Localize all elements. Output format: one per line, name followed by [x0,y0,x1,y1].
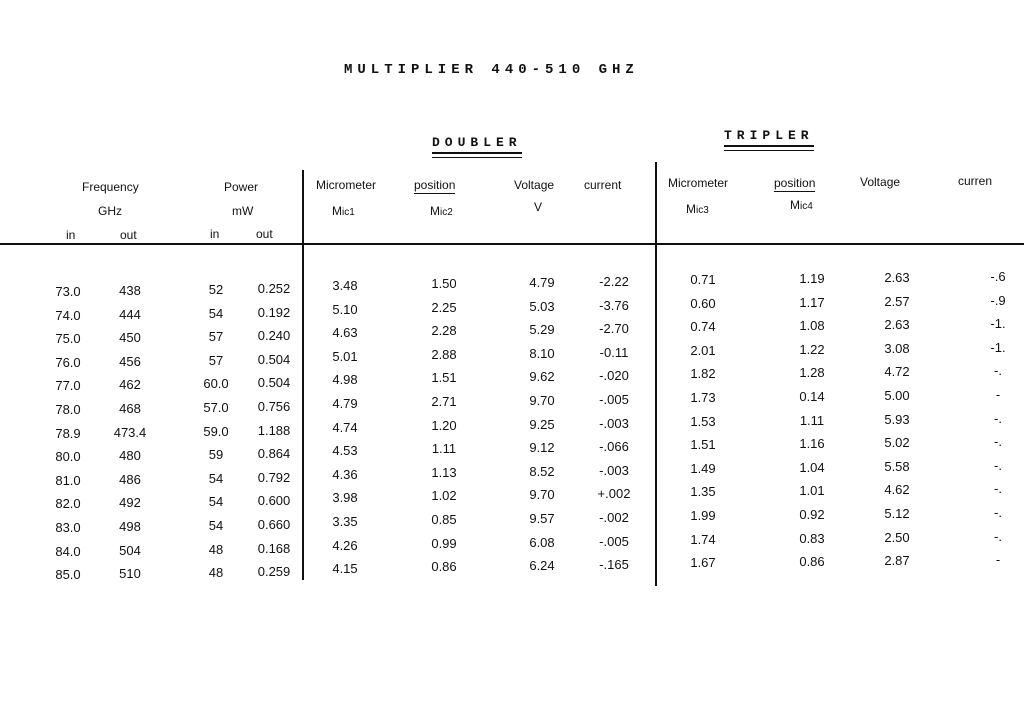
cell-tripler-current: -. [994,481,1002,497]
cell-mic2: 0.85 [431,512,457,527]
cell-mic3: 1.51 [690,437,716,453]
cell-freq-in: 74.0 [55,307,81,323]
cell-doubler-voltage: 8.52 [529,463,555,479]
cell-tripler-voltage: 5.12 [884,506,910,521]
cell-mic2: 1.50 [431,276,457,291]
cell-power-out: 0.192 [257,304,291,320]
cell-tripler-voltage: 4.62 [884,482,910,498]
cell-power-out: 0.792 [257,469,291,485]
cell-freq-in: 80.0 [55,449,81,465]
tripler-current-header: curren [958,174,993,188]
cell-freq-in: 77.0 [55,378,81,394]
cell-doubler-current: -2.70 [599,321,629,337]
cell-tripler-voltage: 2.63 [884,317,910,333]
doubler-micrometer-header: Micrometer [316,178,377,192]
cell-mic4: 1.22 [799,341,825,357]
cell-power-in: 48 [208,565,224,581]
cell-doubler-current: -3.76 [599,297,629,313]
cell-mic4: 1.08 [799,318,825,334]
cell-mic1: 4.53 [332,443,358,459]
cell-mic2: 1.02 [431,488,457,504]
cell-power-in: 59.0 [203,423,229,439]
cell-tripler-current: -. [994,434,1002,450]
cell-doubler-voltage: 9.70 [529,393,555,408]
cell-tripler-voltage: 5.02 [884,435,910,451]
doubler-heading: DOUBLER [432,135,522,154]
cell-power-out: 0.504 [257,375,291,391]
tripler-position-header: position [774,176,816,190]
cell-mic3: 0.71 [690,272,716,287]
cell-tripler-voltage: 3.08 [884,340,910,356]
cell-power-out: 0.168 [257,540,291,556]
power-out-header: out [256,227,273,241]
cell-mic4: 0.92 [799,507,825,522]
cell-mic1: 4.79 [332,396,358,411]
cell-freq-out: 510 [119,566,141,582]
cell-tripler-voltage: 2.63 [884,270,910,285]
cell-freq-out: 480 [119,448,141,464]
frequency-in-header: in [66,228,76,242]
cell-freq-in: 81.0 [55,472,81,488]
cell-tripler-voltage: 2.50 [884,529,910,545]
power-header: Power [224,180,259,194]
doubler-voltage-header: Voltage [514,178,555,192]
cell-mic3: 0.60 [690,295,716,311]
cell-power-in: 48 [208,541,224,557]
cell-mic2: 1.51 [431,370,457,386]
cell-doubler-voltage: 5.29 [529,322,555,338]
cell-doubler-current: -.002 [599,510,629,525]
cell-mic4: 1.17 [799,294,825,310]
cell-mic3: 1.82 [690,366,716,382]
cell-mic4: 1.11 [799,412,825,428]
cell-power-out: 0.252 [257,281,291,296]
cell-tripler-current: -1. [990,316,1006,332]
cell-mic3: 1.67 [690,555,716,571]
cell-doubler-voltage: 4.79 [529,275,555,290]
mic3-label: Mic3 [686,202,709,216]
cell-doubler-current: -.003 [599,462,629,478]
cell-mic2: 1.11 [431,441,457,457]
cell-freq-out: 438 [119,283,141,298]
mic1-label: Mic1 [332,204,355,218]
cell-doubler-voltage: 5.03 [529,298,555,314]
cell-doubler-current: -.003 [599,415,629,431]
cell-mic2: 2.88 [431,346,457,362]
cell-freq-out: 456 [119,353,141,369]
mic2-label: Mic2 [430,204,453,218]
power-unit: mW [232,204,254,218]
cell-mic1: 4.98 [332,372,358,388]
cell-freq-in: 75.0 [55,331,81,347]
cell-mic4: 1.28 [799,365,825,381]
cell-mic4: 1.19 [799,271,825,286]
cell-power-in: 54 [208,470,224,486]
cell-power-out: 0.504 [257,351,291,367]
cell-power-out: 0.600 [257,493,291,509]
cell-doubler-current: +.002 [597,486,631,502]
cell-tripler-current: -. [994,410,1002,426]
mic4-label: Mic4 [790,198,813,212]
cell-mic1: 4.15 [332,561,358,577]
page-title: MULTIPLIER 440-510 GHZ [344,62,639,78]
cell-doubler-voltage: 6.24 [529,558,555,574]
frequency-unit: GHz [98,204,122,218]
tripler-divider [655,162,657,586]
cell-mic3: 1.35 [690,484,716,500]
cell-mic2: 1.13 [431,464,457,480]
cell-freq-in: 83.0 [55,520,81,535]
cell-power-out: 0.259 [257,564,291,580]
cell-tripler-current: -. [994,528,1002,544]
cell-tripler-current: -. [994,363,1002,379]
cell-doubler-voltage: 9.25 [529,416,555,432]
cell-mic3: 1.53 [690,413,716,429]
cell-doubler-current: -0.11 [599,344,629,360]
cell-freq-in: 84.0 [55,543,81,559]
cell-power-in: 57 [208,352,224,368]
tripler-micrometer-header: Micrometer [668,176,729,190]
cell-doubler-voltage: 9.12 [529,440,555,456]
frequency-header: Frequency [82,180,139,194]
cell-tripler-voltage: 5.93 [884,411,910,427]
cell-freq-in: 78.9 [55,425,81,441]
cell-tripler-current: - [995,387,1001,402]
cell-doubler-current: -.005 [599,392,629,407]
cell-doubler-current: -.020 [599,368,629,384]
cell-power-in: 60.0 [203,376,229,392]
cell-mic1: 4.63 [332,325,358,341]
cell-freq-out: 450 [119,330,141,346]
cell-freq-out: 444 [119,306,141,322]
cell-doubler-voltage: 9.70 [529,487,555,503]
cell-doubler-voltage: 8.10 [529,345,555,361]
cell-doubler-current: -2.22 [599,274,629,289]
cell-mic3: 0.74 [690,319,716,335]
cell-power-out: 1.188 [257,422,291,438]
cell-mic4: 1.04 [799,459,825,475]
cell-mic1: 3.48 [332,278,358,293]
cell-mic2: 0.99 [431,535,457,551]
cell-power-out: 0.864 [257,446,291,462]
header-divider [0,243,1024,245]
cell-mic2: 2.71 [431,394,457,409]
cell-tripler-voltage: 4.72 [884,364,910,380]
cell-mic4: 0.86 [799,554,825,570]
doubler-divider [302,170,304,580]
cell-mic2: 2.25 [431,299,457,315]
cell-mic4: 0.14 [799,389,825,404]
cell-mic4: 1.01 [799,483,825,499]
power-in-header: in [210,227,220,241]
cell-tripler-voltage: 2.57 [884,293,910,309]
cell-doubler-voltage: 9.57 [529,511,555,526]
cell-mic3: 1.49 [690,460,716,476]
cell-doubler-current: -.005 [599,533,629,549]
cell-power-in: 52 [208,282,224,297]
cell-power-in: 57.0 [203,400,229,415]
cell-doubler-current: -.066 [599,439,629,455]
doubler-voltage-unit: V [534,200,543,214]
cell-freq-in: 76.0 [55,354,81,370]
cell-mic1: 4.26 [332,537,358,553]
cell-mic1: 5.01 [332,348,358,364]
cell-mic3: 1.99 [690,508,716,523]
cell-tripler-voltage: 5.58 [884,458,910,474]
cell-mic4: 0.83 [799,530,825,546]
cell-power-out: 0.240 [257,328,291,344]
cell-mic2: 2.28 [431,323,457,339]
cell-mic3: 2.01 [690,342,716,358]
cell-tripler-current: -. [994,457,1002,473]
cell-mic1: 3.35 [332,514,358,529]
cell-mic4: 1.16 [799,436,825,452]
cell-power-out: 0.756 [257,399,291,414]
cell-mic1: 3.98 [332,490,358,506]
cell-mic2: 1.20 [431,417,457,433]
cell-doubler-voltage: 9.62 [529,369,555,385]
cell-freq-out: 492 [119,495,141,511]
tripler-voltage-header: Voltage [860,175,901,189]
doubler-position-header: position [414,178,456,192]
cell-freq-in: 82.0 [55,496,81,512]
cell-doubler-voltage: 6.08 [529,534,555,550]
cell-freq-out: 498 [119,519,141,534]
cell-tripler-current: -1. [990,339,1006,355]
cell-freq-out: 486 [119,471,141,487]
cell-tripler-current: - [995,552,1001,568]
cell-freq-out: 473.4 [113,424,147,440]
cell-freq-in: 73.0 [55,284,81,299]
cell-freq-in: 85.0 [55,567,81,583]
cell-tripler-current: -.9 [990,292,1006,308]
tripler-heading: TRIPLER [724,128,814,147]
cell-mic3: 1.74 [690,531,716,547]
cell-mic1: 4.36 [332,466,358,482]
cell-freq-out: 462 [119,377,141,393]
cell-power-out: 0.660 [257,517,291,532]
cell-power-in: 57 [208,329,224,345]
cell-power-in: 54 [208,518,224,533]
cell-freq-in: 78.0 [55,402,81,417]
cell-tripler-voltage: 5.00 [884,388,910,403]
cell-mic3: 1.73 [690,390,716,405]
cell-mic1: 5.10 [332,301,358,317]
cell-tripler-voltage: 2.87 [884,553,910,569]
cell-power-in: 54 [208,494,224,510]
cell-tripler-current: -. [994,505,1002,520]
cell-power-in: 54 [208,305,224,321]
frequency-out-header: out [120,228,137,242]
cell-mic2: 0.86 [431,559,457,575]
cell-tripler-current: -.6 [990,269,1006,284]
cell-doubler-current: -.165 [599,557,629,573]
cell-freq-out: 468 [119,401,141,416]
cell-freq-out: 504 [119,542,141,558]
doubler-current-header: current [584,178,622,192]
cell-mic1: 4.74 [332,419,358,435]
cell-power-in: 59 [208,447,224,463]
